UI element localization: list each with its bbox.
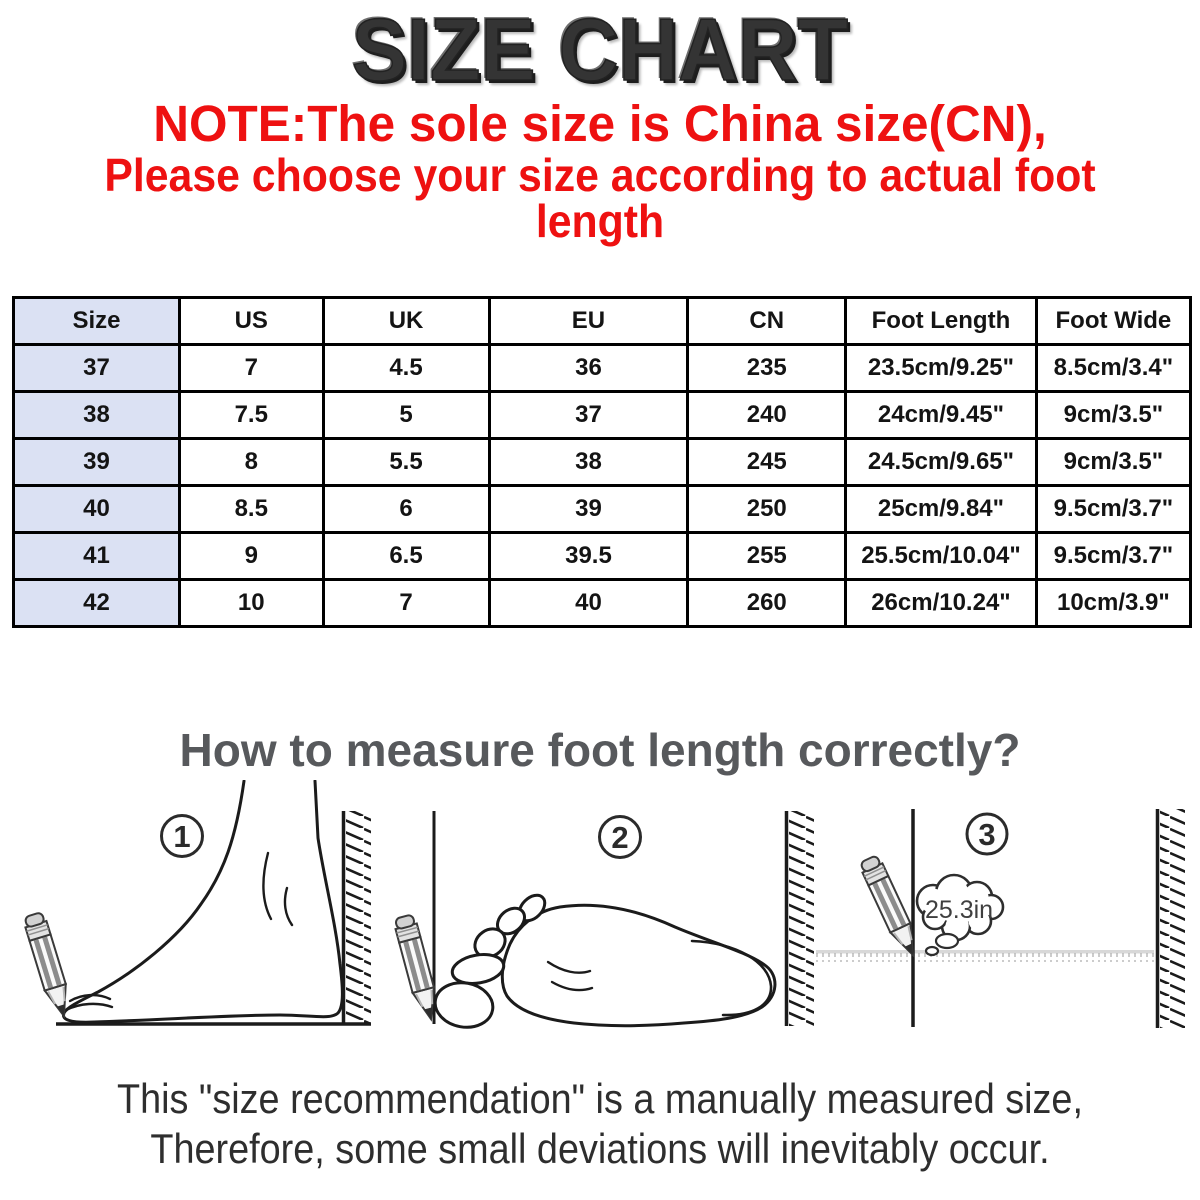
- measure-step-2: [393, 811, 814, 1032]
- table-cell: 9cm/3.5": [1036, 392, 1190, 439]
- wall-hatching: [1160, 809, 1185, 1028]
- table-cell: 5: [323, 392, 489, 439]
- table-cell: 10: [179, 580, 323, 627]
- table-cell: 37: [489, 392, 688, 439]
- table-cell: 39.5: [489, 533, 688, 580]
- table-cell: 25cm/9.84": [846, 486, 1037, 533]
- table-cell: 7.5: [179, 392, 323, 439]
- page-title: SIZE CHART: [351, 0, 849, 99]
- table-cell: 9cm/3.5": [1036, 439, 1190, 486]
- ruler: [816, 950, 1154, 962]
- step-number-badge: [162, 816, 203, 857]
- step-number: 2: [611, 820, 629, 855]
- column-header-uk: UK: [323, 298, 489, 345]
- column-header-foot-wide: Foot Wide: [1036, 298, 1190, 345]
- step-number-badge: [600, 817, 641, 858]
- table-cell: 37: [14, 345, 180, 392]
- wall-hatching: [789, 811, 814, 1026]
- table-cell: 24cm/9.45": [846, 392, 1037, 439]
- table-cell: 9: [179, 533, 323, 580]
- step-number-badge: [967, 814, 1007, 854]
- column-header-cn: CN: [688, 298, 846, 345]
- table-cell: 255: [688, 533, 846, 580]
- table-cell: 38: [14, 392, 180, 439]
- table-cell: 40: [14, 486, 180, 533]
- size-conversion-table: [12, 296, 1192, 628]
- disclaimer-line-2: Therefore, some small deviations will inevitably occur.: [150, 1125, 1050, 1172]
- table-cell: 42: [14, 580, 180, 627]
- thought-bubble: [917, 875, 1003, 955]
- wall-hatching: [346, 811, 371, 1025]
- table-cell: 40: [489, 580, 688, 627]
- table-cell: 23.5cm/9.25": [846, 345, 1037, 392]
- table-cell: 235: [688, 345, 846, 392]
- table-row: [14, 486, 1191, 533]
- table-cell: 9.5cm/3.7": [1036, 533, 1190, 580]
- measure-heading: How to measure foot length correctly?: [179, 724, 1021, 776]
- table-header-row: [14, 298, 1191, 345]
- disclaimer-line-1: This "size recommendation" is a manually measured size,: [117, 1075, 1083, 1122]
- table-cell: 7: [323, 580, 489, 627]
- table-cell: 6: [323, 486, 489, 533]
- table-cell: 25.5cm/10.04": [846, 533, 1037, 580]
- table-row: [14, 392, 1191, 439]
- table-cell: 5.5: [323, 439, 489, 486]
- column-header-eu: EU: [489, 298, 688, 345]
- pencil-icon: [22, 911, 74, 1019]
- table-cell: 10cm/3.9": [1036, 580, 1190, 627]
- table-cell: 26cm/10.24": [846, 580, 1037, 627]
- table-row: [14, 533, 1191, 580]
- measurement-value: 25.3in: [924, 896, 994, 924]
- table-cell: 39: [14, 439, 180, 486]
- table-cell: 24.5cm/9.65": [846, 439, 1037, 486]
- note-line-1: NOTE:The sole size is China size(CN),: [153, 95, 1047, 152]
- table-cell: 6.5: [323, 533, 489, 580]
- table-cell: 240: [688, 392, 846, 439]
- step-number: 1: [173, 819, 191, 854]
- table-cell: 7: [179, 345, 323, 392]
- foot-sole-icon: [432, 890, 775, 1031]
- table-cell: 9.5cm/3.7": [1036, 486, 1190, 533]
- table-cell: 41: [14, 533, 180, 580]
- column-header-size: Size: [14, 298, 180, 345]
- measure-step-3: [816, 809, 1185, 1028]
- column-header-foot-length: Foot Length: [846, 298, 1037, 345]
- table-cell: 245: [688, 439, 846, 486]
- table-cell: 39: [489, 486, 688, 533]
- note-line-2: Please choose your size according to actual foot length: [104, 149, 1096, 247]
- step-number: 3: [978, 817, 996, 852]
- table-cell: 8.5: [179, 486, 323, 533]
- table-cell: 8: [179, 439, 323, 486]
- measure-step-1: [22, 781, 371, 1025]
- table-cell: 36: [489, 345, 688, 392]
- table-row: [14, 345, 1191, 392]
- foot-side-profile-icon: [63, 781, 342, 1022]
- table-cell: 4.5: [323, 345, 489, 392]
- table-cell: 8.5cm/3.4": [1036, 345, 1190, 392]
- table-cell: 250: [688, 486, 846, 533]
- table-cell: 38: [489, 439, 688, 486]
- table-cell: 260: [688, 580, 846, 627]
- table-row: [14, 439, 1191, 486]
- table-row: [14, 580, 1191, 627]
- column-header-us: US: [179, 298, 323, 345]
- measure-illustrations: [0, 780, 1200, 1070]
